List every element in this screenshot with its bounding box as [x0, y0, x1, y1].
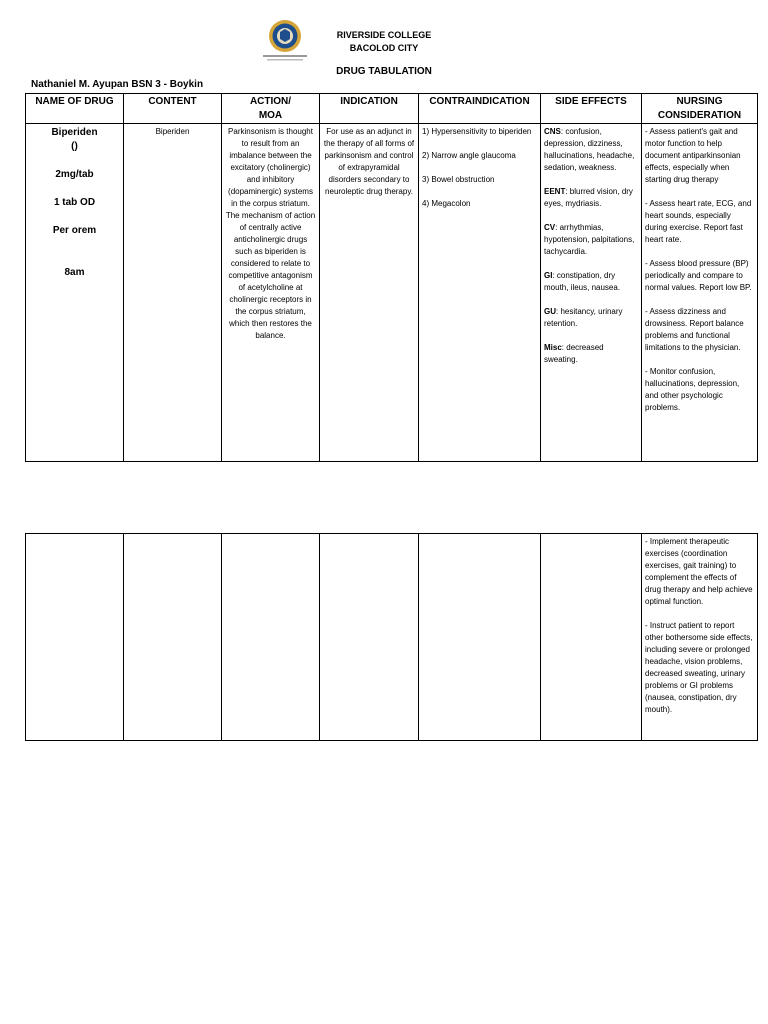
- side-effect-item: Misc: decreased sweating.: [544, 343, 604, 364]
- empty-cell: [320, 534, 419, 741]
- drug-table: [25, 93, 758, 462]
- drug-dose: 2mg/tab: [55, 169, 94, 180]
- drug-name-cell: [26, 124, 124, 462]
- side-effect-item: CNS: confusion, depression, dizziness, hallucinations, headache, sedation, weakness.: [544, 127, 635, 172]
- header-content: CONTENT: [124, 94, 222, 124]
- empty-cell: [541, 534, 642, 741]
- drug-generic: (): [71, 141, 78, 152]
- side-effect-item: GI: constipation, dry mouth, ileus, nausea.: [544, 271, 621, 292]
- contraindication-item: 2) Narrow angle glaucoma: [422, 151, 516, 160]
- header-action: ACTION/ MOA: [222, 94, 320, 124]
- side-effect-item: EENT: blurred vision, dry eyes, mydriasis.: [544, 187, 633, 208]
- header-nursing-consideration: NURSING CONSIDERATION: [642, 94, 758, 124]
- contraindication-item: 1) Hypersensitivity to biperiden: [422, 127, 532, 136]
- side-effect-item: CV: arrhythmias, hypotension, palpitations, tachycardia.: [544, 223, 635, 256]
- side-effect-item: GU: hesitancy, urinary retention.: [544, 307, 623, 328]
- nursing-item: - Assess blood pressure (BP) periodically and compare to normal values. Report low BP.: [645, 259, 752, 292]
- student-name: Nathaniel M. Ayupan BSN 3 - Boykin: [31, 79, 204, 90]
- empty-cell: [124, 534, 222, 741]
- side-effects-cell: [541, 124, 642, 462]
- header-name-of-drug: NAME OF DRUG: [26, 94, 124, 124]
- nursing-item: - Instruct patient to report other bothersome side effects, including severe or prolonged headache, vision problems, decreased sweating, urinary problems or GI problems (nausea, constipation, dry mouth).: [645, 621, 753, 714]
- nursing-item: - Assess dizziness and drowsiness. Report balance problems and functional limitations to the physician.: [645, 307, 744, 352]
- nursing-item: - Implement therapeutic exercises (coordination exercises, gait training) to complement the effects of drug therapy and help achieve optimal function.: [645, 537, 753, 606]
- action-cell: Parkinsonism is thought to result from an imbalance between the excitatory (cholinergic) and inhibitory (dopaminergic) systems in the corpus striatum. The mechanism of action of centrally active anticholinergic drugs such as biperiden is considered to relate to competitive antagonism of acetylcholine at cholinergic receptors in the corpus striatum, which then restores the balance.: [222, 124, 320, 462]
- nursing-consideration-cell: [642, 124, 758, 462]
- nursing-consideration-continued-cell: [642, 534, 758, 741]
- drug-route: Per orem: [52, 225, 97, 236]
- empty-cell: [419, 534, 541, 741]
- drug-frequency: 1 tab OD: [53, 197, 96, 208]
- nursing-item: - Monitor confusion, hallucinations, depression, and other psychologic problems.: [645, 367, 740, 412]
- indication-cell: For use as an adjunct in the therapy of all forms of parkinsonism and control of extrapyramidal disorders secondary to neuroleptic drug therapy.: [320, 124, 419, 462]
- header-side-effects: SIDE EFFECTS: [541, 94, 642, 124]
- empty-cell: [222, 534, 320, 741]
- college-seal-logo: [258, 18, 312, 64]
- school-city: BACOLOD CITY: [349, 43, 419, 53]
- drug-time: 8am: [64, 267, 85, 278]
- contraindication-cell: [419, 124, 541, 462]
- header-indication: INDICATION: [320, 94, 419, 124]
- nursing-item: - Assess patient's gait and motor function to help document antiparkinsonian effects, especially when starting drug therapy: [645, 127, 741, 184]
- nursing-item: - Assess heart rate, ECG, and heart sounds, especially during exercise. Report fast heart rate.: [645, 199, 752, 244]
- content-cell: Biperiden: [124, 124, 222, 462]
- empty-cell: [26, 534, 124, 741]
- header-contraindication: CONTRAINDICATION: [419, 94, 541, 124]
- contraindication-item: 3) Bowel obstruction: [422, 175, 495, 184]
- school-name: RIVERSIDE COLLEGE: [336, 30, 432, 40]
- drug-table-continued: [25, 533, 758, 741]
- drug-name: Biperiden: [51, 127, 98, 138]
- contraindication-item: 4) Megacolon: [422, 199, 471, 208]
- document-title: DRUG TABULATION: [336, 66, 432, 77]
